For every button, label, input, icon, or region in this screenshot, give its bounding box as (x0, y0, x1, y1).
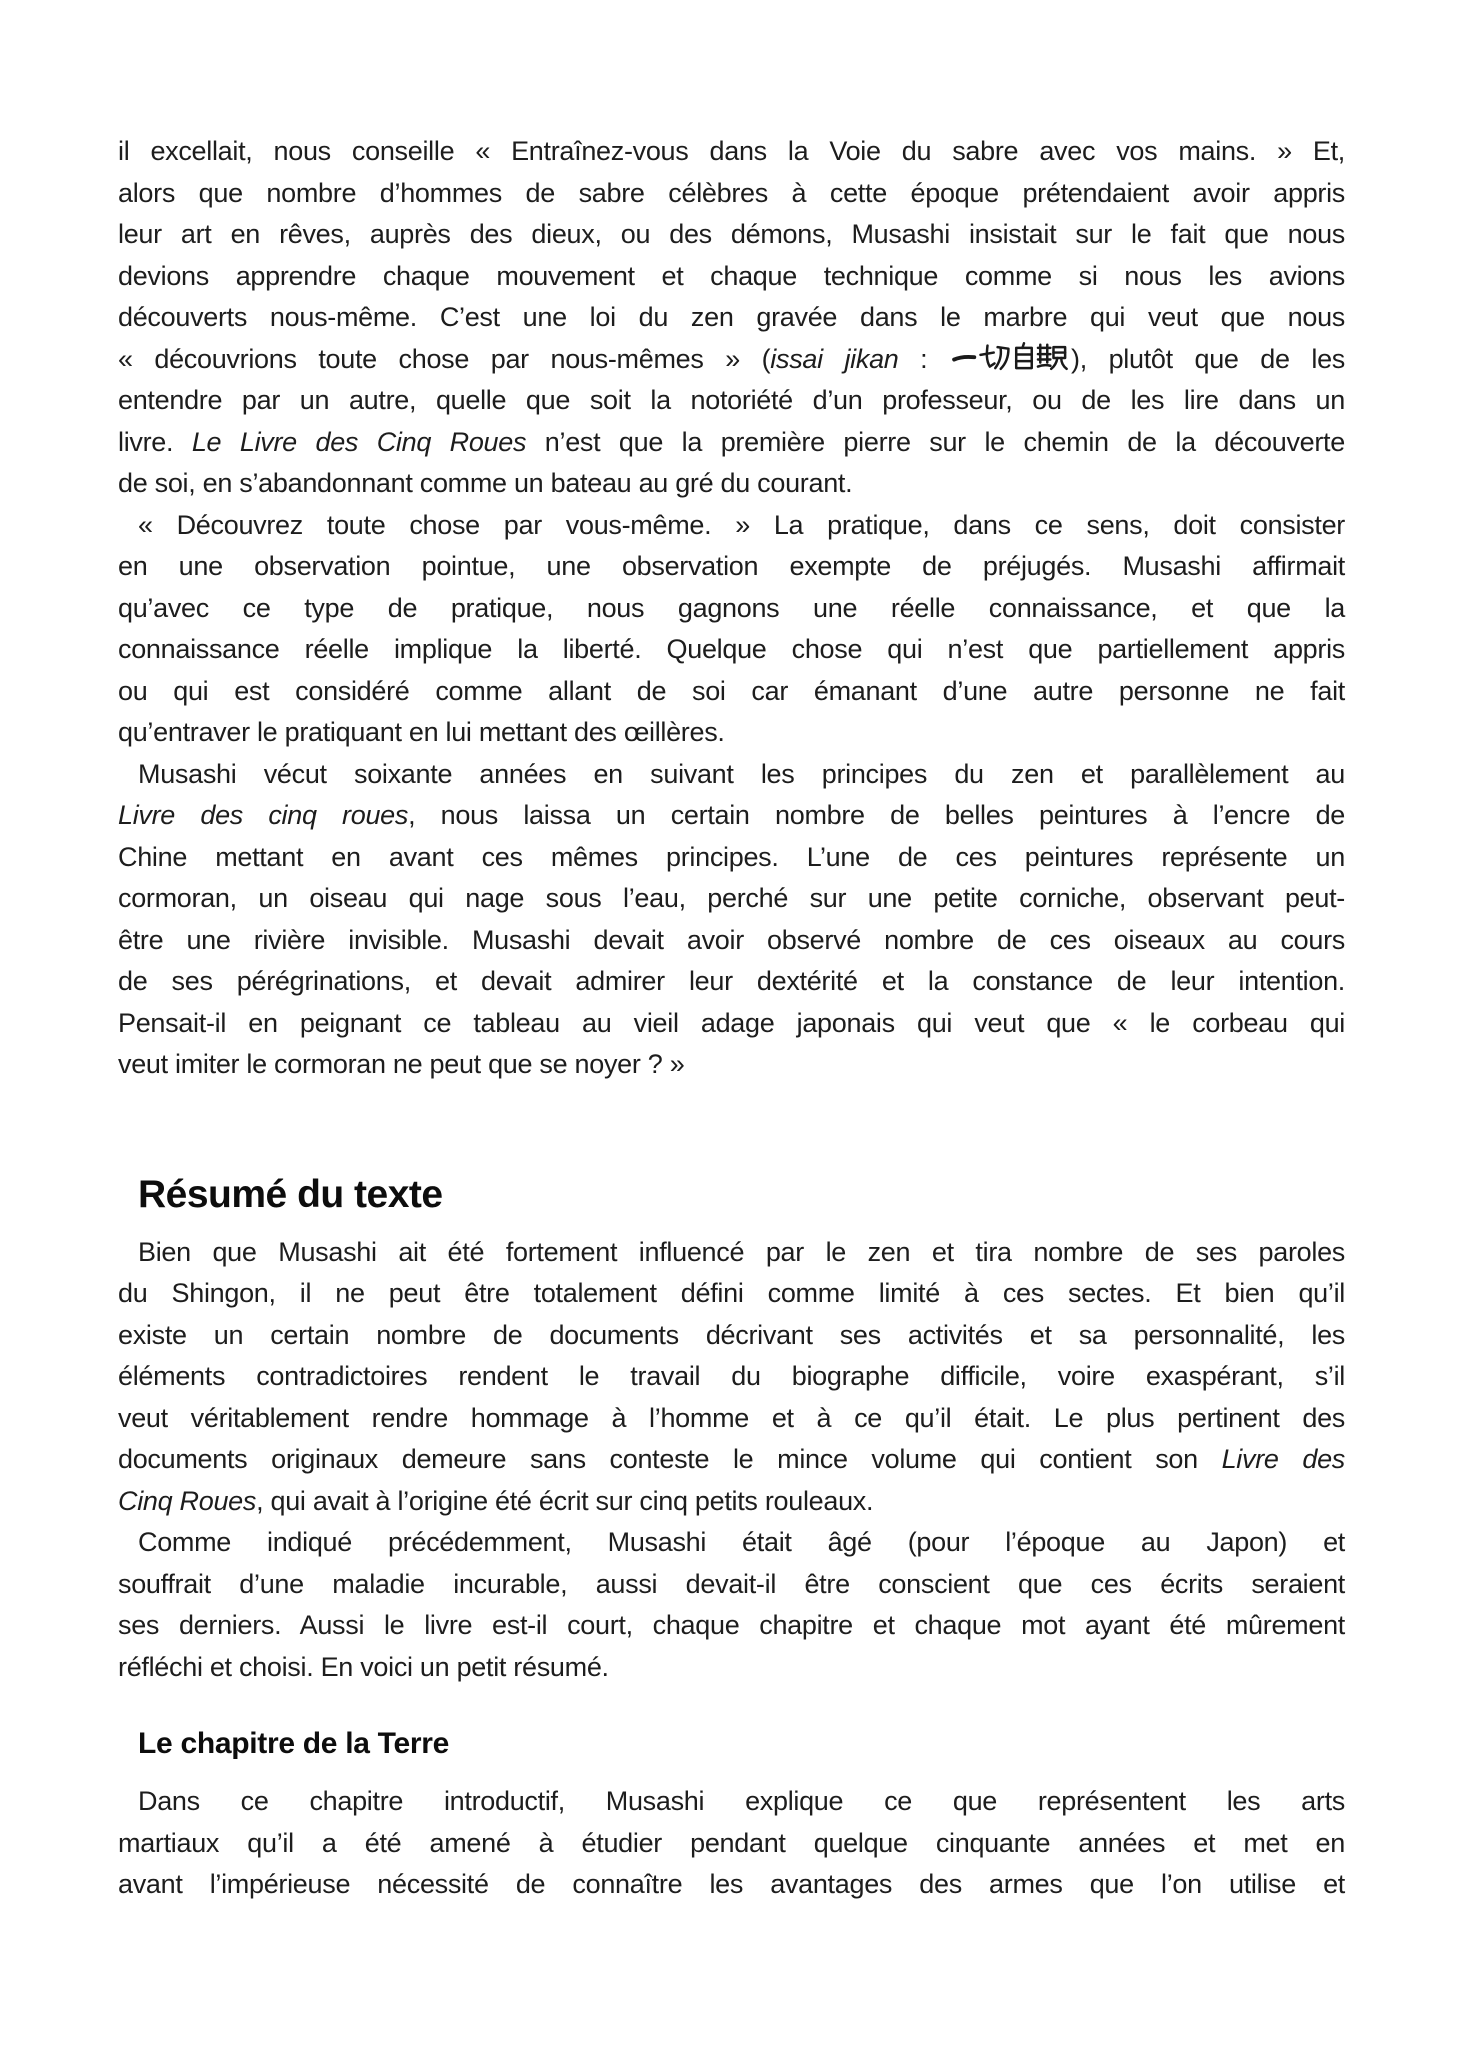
text-span: documents originaux demeure sans conteste le mince volume qui contient son (118, 1444, 1222, 1474)
text-line (118, 297, 1345, 339)
text-line (118, 1356, 1345, 1398)
text-span: cormoran, un oiseau qui nage sous l’eau, perché sur une petite corniche, observant peut- (118, 883, 1345, 913)
text-span: souffrait d’une maladie incurable, aussi devait-il être conscient que ces écrits seraient (118, 1568, 1345, 1599)
text-line (118, 588, 1345, 630)
text-span: de soi, en s’abandonnant comme un bateau au gré du courant. (118, 468, 853, 498)
text-line (118, 754, 1345, 796)
paragraph-bien-que (118, 1232, 1345, 1523)
paragraph-chapitre-terre (118, 1781, 1345, 1906)
text-span: « découvrions toute chose par nous-mêmes » ( (118, 343, 771, 374)
text-line (118, 837, 1345, 879)
text-span: ), plutôt que de les (1071, 343, 1345, 374)
text-span: découverts nous-même. C’est une loi du zen gravée dans le marbre qui veut que nous (118, 302, 1345, 332)
text-line (118, 380, 1345, 422)
text-span: de ses pérégrinations, et devait admirer leur dextérité et la constance de leur intention. (118, 966, 1345, 996)
text-span: Pensait-il en peignant ce tableau au vieil adage japonais qui veut que « le corbeau qui (118, 1007, 1345, 1038)
text-line (118, 173, 1345, 215)
text-line (118, 505, 1345, 547)
text-span: devions apprendre chaque mouvement et chaque technique comme si nous les avions (118, 260, 1345, 291)
text-span: veut imiter le cormoran ne peut que se noyer ? » (118, 1049, 685, 1079)
text-line (118, 795, 1345, 837)
text-line (118, 961, 1345, 1003)
text-span: ses derniers. Aussi le livre est-il court, chaque chapitre et chaque mot ayant été mûrement (118, 1610, 1345, 1640)
text-line (118, 214, 1345, 256)
text-line (118, 1864, 1345, 1906)
text-span: éléments contradictoires rendent le travail du biographe difficile, voire exaspérant, s’il (118, 1361, 1345, 1391)
italic-text: Le Livre des Cinq Roues (191, 426, 527, 457)
subsection-heading: Le chapitre de la Terre (138, 1727, 450, 1760)
text-span: entendre par un autre, quelle que soit la notoriété d’un professeur, ou de les lire dans un (118, 385, 1345, 415)
text-line (118, 629, 1345, 671)
text-span: leur art en rêves, auprès des dieux, ou des démons, Musashi insistait sur le fait que nous (118, 219, 1345, 249)
text-span: n’est que la première pierre sur le chemin de la découverte (526, 426, 1345, 457)
text-span: réfléchi et choisi. En voici un petit résumé. (118, 1651, 609, 1682)
text-span: ou qui est considéré comme allant de soi car émanant d’une autre personne ne fait (118, 675, 1345, 706)
text-span: , qui avait à l’origine été écrit sur cinq petits rouleaux. (256, 1485, 874, 1516)
italic-text: Livre des cinq roues (118, 800, 409, 830)
text-column (118, 0, 1345, 1906)
text-span: Bien que Musashi ait été fortement influencé par le zen et tira nombre de ses paroles (138, 1236, 1345, 1267)
italic-text: issai jikan (770, 343, 899, 374)
paragraph-continuation (118, 131, 1345, 505)
text-line (118, 671, 1345, 713)
text-line (118, 256, 1345, 298)
text-line (118, 1564, 1345, 1606)
text-span: veut véritablement rendre hommage à l’homme et à ce qu’il était. Le plus pertinent des (118, 1402, 1345, 1433)
text-line (118, 1398, 1345, 1440)
text-line (118, 712, 1345, 754)
text-line (118, 878, 1345, 920)
section-heading: Résumé du texte (138, 1172, 443, 1216)
text-line (118, 131, 1345, 173)
text-span: alors que nombre d’hommes de sabre célèbres à cette époque prétendaient avoir appris (118, 177, 1345, 208)
text-span: « Découvrez toute chose par vous-même. » La pratique, dans ce sens, doit consister (138, 509, 1345, 540)
text-span: être une rivière invisible. Musashi devait avoir observé nombre de ces oiseaux au cours (118, 924, 1345, 955)
text-line (118, 1781, 1345, 1823)
text-span: martiaux qu’il a été amené à étudier pendant quelque cinquante années et met en (118, 1827, 1345, 1858)
text-line (118, 546, 1345, 588)
text-span: qu’entraver le pratiquant en lui mettant des œillères. (118, 717, 725, 747)
text-span: qu’avec ce type de pratique, nous gagnons une réelle connaissance, et que la (118, 592, 1345, 623)
text-line (118, 1044, 1345, 1086)
text-span: il excellait, nous conseille « Entraînez-vous dans la Voie du sabre avec vos mains. » Et, (118, 136, 1345, 166)
text-line (118, 1647, 1345, 1689)
text-line (118, 422, 1345, 464)
text-line (118, 1522, 1345, 1564)
text-span: livre. (118, 426, 192, 457)
paragraph-musashi-zen (118, 754, 1345, 1086)
italic-text: Livre des (1221, 1444, 1346, 1474)
text-span: Comme indiqué précédemment, Musashi était âgé (pour l’époque au Japon) et (138, 1527, 1345, 1557)
issai-jikan-kanji (951, 342, 1069, 374)
text-line (118, 1232, 1345, 1274)
text-line (118, 1605, 1345, 1647)
text-span: , nous laissa un certain nombre de belles peintures à l’encre de (408, 800, 1346, 830)
text-span: connaissance réelle implique la liberté. Quelque chose qui n’est que partiellement appris (118, 634, 1345, 664)
paragraph-comme-indique (118, 1522, 1345, 1688)
text-span: Musashi vécut soixante années en suivant les principes du zen et parallèlement au (138, 758, 1345, 789)
text-line (118, 1273, 1345, 1315)
text-span: avant l’impérieuse nécessité de connaître les avantages des armes que l’on utilise et (118, 1869, 1345, 1899)
text-span: Chine mettant en avant ces mêmes principes. L’une de ces peintures représente un (118, 841, 1345, 872)
text-line (118, 1823, 1345, 1865)
text-line (118, 1481, 1345, 1523)
text-line (118, 920, 1345, 962)
italic-text: Cinq Roues (118, 1485, 257, 1516)
text-line (118, 339, 1345, 381)
text-line (118, 1315, 1345, 1357)
text-line (118, 463, 1345, 505)
text-span: Dans ce chapitre introductif, Musashi explique ce que représentent les arts (138, 1786, 1345, 1816)
text-span: existe un certain nombre de documents décrivant ses activités et sa personnalité, les (118, 1319, 1345, 1350)
text-span: du Shingon, il ne peut être totalement défini comme limité à ces sectes. Et bien qu’il (118, 1278, 1345, 1308)
text-line (118, 1003, 1345, 1045)
text-span: : (898, 343, 950, 374)
text-line (118, 1439, 1345, 1481)
text-span: en une observation pointue, une observation exempte de préjugés. Musashi affirmait (118, 551, 1345, 581)
paragraph-decouvrez (118, 505, 1345, 754)
